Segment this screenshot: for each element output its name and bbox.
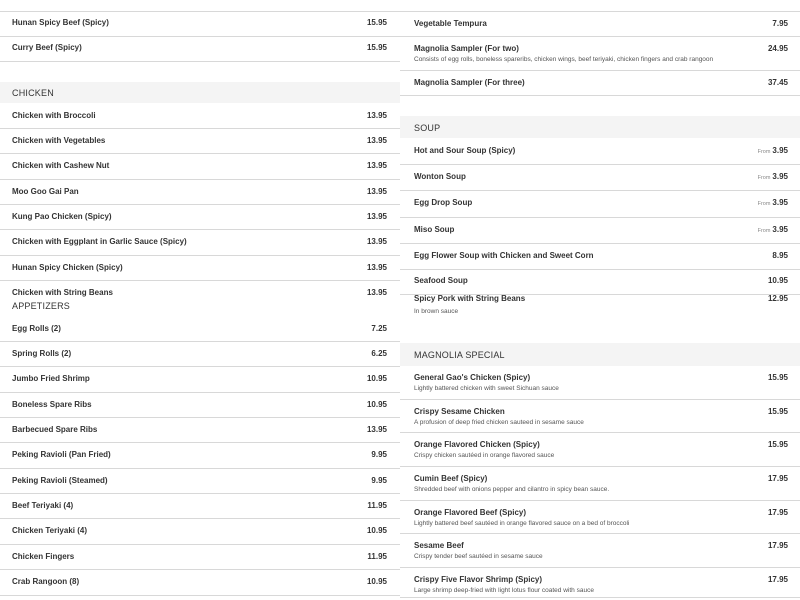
item-price: 10.95 bbox=[767, 276, 788, 285]
menu-item[interactable] bbox=[0, 342, 400, 367]
item-price: 9.95 bbox=[371, 476, 387, 485]
item-name: Magnolia Sampler (For three) bbox=[414, 78, 525, 87]
item-name: Magnolia Sampler (For two) bbox=[414, 44, 519, 53]
menu-item[interactable] bbox=[0, 519, 400, 545]
item-name: Chicken with String Beans bbox=[12, 288, 113, 297]
price-value: 3.95 bbox=[772, 198, 788, 207]
menu-item[interactable] bbox=[400, 568, 800, 598]
item-price: 12.95 bbox=[767, 294, 788, 303]
section-title: CHICKEN bbox=[12, 88, 54, 98]
item-price: 15.95 bbox=[767, 407, 788, 416]
section-title: SOUP bbox=[414, 123, 441, 133]
item-name: Hot and Sour Soup (Spicy) bbox=[414, 146, 516, 155]
item-name: Vegetable Tempura bbox=[414, 19, 487, 28]
item-price: 13.95 bbox=[366, 288, 387, 297]
item-name: Egg Flower Soup with Chicken and Sweet Corn bbox=[414, 251, 594, 260]
item-name: Jumbo Fried Shrimp bbox=[12, 374, 90, 383]
item-description: Large shrimp deep-fried with light lotus flour coated with sauce bbox=[414, 587, 594, 594]
item-price: 6.25 bbox=[371, 349, 387, 358]
menu-column-right bbox=[400, 0, 800, 600]
price-from-label: From bbox=[757, 201, 771, 207]
item-price: 24.95 bbox=[767, 44, 788, 53]
item-price: 10.95 bbox=[366, 374, 387, 383]
item-price: 13.95 bbox=[366, 111, 387, 120]
item-name: Barbecued Spare Ribs bbox=[12, 425, 98, 434]
menu-item[interactable] bbox=[0, 418, 400, 443]
price-from-label: From bbox=[757, 149, 771, 155]
menu-item[interactable] bbox=[400, 534, 800, 568]
menu-item[interactable] bbox=[0, 37, 400, 62]
menu-item[interactable] bbox=[400, 501, 800, 534]
menu-item[interactable] bbox=[0, 230, 400, 256]
menu-item[interactable] bbox=[400, 218, 800, 244]
item-price: 13.95 bbox=[366, 212, 387, 221]
item-price: 11.95 bbox=[367, 501, 387, 510]
item-name: Wonton Soup bbox=[414, 172, 466, 181]
item-price: 9.95 bbox=[371, 450, 387, 459]
menu-item[interactable] bbox=[0, 103, 400, 129]
item-price: 17.95 bbox=[767, 541, 788, 550]
item-price: 15.95 bbox=[767, 373, 788, 382]
item-name: Peking Ravioli (Pan Fried) bbox=[12, 450, 111, 459]
item-price bbox=[758, 172, 788, 181]
menu-item[interactable] bbox=[400, 12, 800, 37]
item-name: Chicken with Broccoli bbox=[12, 111, 96, 120]
menu-item[interactable] bbox=[0, 443, 400, 469]
item-price: 15.95 bbox=[366, 18, 387, 27]
item-name: Chicken with Vegetables bbox=[12, 136, 106, 145]
menu-item[interactable] bbox=[400, 191, 800, 218]
item-name: Egg Drop Soup bbox=[414, 198, 473, 207]
item-price: 17.95 bbox=[767, 474, 788, 483]
item-price: 15.95 bbox=[366, 43, 387, 52]
item-description: A profusion of deep fried chicken sauteed in sesame sauce bbox=[414, 419, 584, 426]
section-header-chicken bbox=[0, 82, 400, 103]
menu-item[interactable] bbox=[400, 71, 800, 96]
item-name: General Gao's Chicken (Spicy) bbox=[414, 373, 531, 382]
item-description: Lightly battered chicken with sweet Sichuan sauce bbox=[414, 385, 559, 392]
item-price bbox=[758, 225, 788, 234]
item-name: Cumin Beef (Spicy) bbox=[414, 474, 488, 483]
item-price bbox=[758, 146, 788, 155]
menu-item[interactable] bbox=[0, 570, 400, 596]
item-name: Beef Teriyaki (4) bbox=[12, 501, 74, 510]
menu-item[interactable] bbox=[0, 12, 400, 37]
item-description: Crispy chicken sautéed in orange flavored sauce bbox=[414, 452, 555, 459]
menu-item[interactable] bbox=[400, 244, 800, 270]
item-name: Curry Beef (Spicy) bbox=[12, 43, 82, 52]
menu-item[interactable] bbox=[400, 270, 800, 295]
item-name: Chicken with Eggplant in Garlic Sauce (Spicy) bbox=[12, 237, 187, 246]
price-from-label: From bbox=[757, 228, 771, 234]
section-title: MAGNOLIA SPECIAL bbox=[414, 350, 505, 360]
item-description: Consists of egg rolls, boneless spareribs, chicken wings, beef teriyaki, chicken fingers and crab rangoon bbox=[414, 56, 714, 63]
price-value: 3.95 bbox=[772, 172, 788, 181]
item-name: Crispy Five Flavor Shrimp (Spicy) bbox=[414, 575, 543, 584]
item-name: Seafood Soup bbox=[414, 276, 468, 285]
item-price: 7.25 bbox=[371, 324, 387, 333]
item-name: Peking Ravioli (Steamed) bbox=[12, 476, 108, 485]
item-price: 8.95 bbox=[772, 251, 788, 260]
item-price: 13.95 bbox=[366, 161, 387, 170]
menu-item[interactable] bbox=[400, 165, 800, 191]
item-name: Miso Soup bbox=[414, 225, 455, 234]
menu-item[interactable] bbox=[0, 316, 400, 342]
menu-item[interactable] bbox=[400, 138, 800, 165]
menu-item[interactable] bbox=[0, 154, 400, 180]
item-price: 11.95 bbox=[367, 552, 387, 561]
item-name: Spicy Pork with String Beans bbox=[414, 294, 526, 303]
item-price: 10.95 bbox=[366, 577, 387, 586]
menu-item[interactable] bbox=[0, 256, 400, 281]
menu-item[interactable] bbox=[0, 469, 400, 494]
item-name: Orange Flavored Chicken (Spicy) bbox=[414, 440, 540, 449]
menu-item[interactable] bbox=[400, 467, 800, 501]
item-price: 15.95 bbox=[767, 440, 788, 449]
item-name: Chicken with Cashew Nut bbox=[12, 161, 110, 170]
item-name: Sesame Beef bbox=[414, 541, 464, 550]
menu-item[interactable] bbox=[0, 494, 400, 519]
menu-item-partial[interactable] bbox=[0, 0, 400, 12]
menu-item[interactable] bbox=[400, 366, 800, 400]
item-price: 7.95 bbox=[772, 19, 788, 28]
item-price: 17.95 bbox=[767, 575, 788, 584]
menu-item[interactable] bbox=[0, 367, 400, 393]
item-price: 37.45 bbox=[767, 78, 788, 87]
menu-item[interactable] bbox=[0, 205, 400, 230]
menu-item[interactable] bbox=[0, 545, 400, 570]
price-from-label: From bbox=[757, 175, 771, 181]
menu-item-partial[interactable] bbox=[400, 0, 800, 12]
item-price: 13.95 bbox=[366, 263, 387, 272]
item-description: In brown sauce bbox=[414, 308, 459, 315]
item-price: 17.95 bbox=[767, 508, 788, 517]
section-header-magnolia-special bbox=[400, 343, 800, 366]
item-price: 13.95 bbox=[366, 187, 387, 196]
item-name: Chicken Teriyaki (4) bbox=[12, 526, 87, 535]
menu-item[interactable] bbox=[0, 180, 400, 205]
menu-item[interactable] bbox=[400, 37, 800, 71]
menu-item[interactable] bbox=[400, 433, 800, 467]
item-price: 13.95 bbox=[366, 237, 387, 246]
menu-item[interactable] bbox=[400, 295, 800, 321]
item-name: Chicken Fingers bbox=[12, 552, 75, 561]
section-header-soup bbox=[400, 116, 800, 138]
section-title: APPETIZERS bbox=[12, 301, 71, 311]
item-description: Shredded beef with onions pepper and cilantro in spicy bean sauce. bbox=[414, 486, 610, 493]
item-name: Crispy Sesame Chicken bbox=[414, 407, 505, 416]
item-name: Spring Rolls (2) bbox=[12, 349, 72, 358]
item-price: 10.95 bbox=[366, 526, 387, 535]
item-name: Orange Flavored Beef (Spicy) bbox=[414, 508, 527, 517]
menu-item[interactable] bbox=[0, 129, 400, 154]
item-name: Hunan Spicy Chicken (Spicy) bbox=[12, 263, 123, 272]
menu-item[interactable] bbox=[400, 400, 800, 433]
item-price: 10.95 bbox=[366, 400, 387, 409]
price-value: 3.95 bbox=[772, 146, 788, 155]
item-price: 13.95 bbox=[366, 425, 387, 434]
item-name: Boneless Spare Ribs bbox=[12, 400, 92, 409]
item-price: 13.95 bbox=[366, 136, 387, 145]
item-name: Egg Rolls (2) bbox=[12, 324, 61, 333]
item-name: Crab Rangoon (8) bbox=[12, 577, 80, 586]
price-value: 3.95 bbox=[772, 225, 788, 234]
item-price bbox=[758, 198, 788, 207]
menu-item[interactable] bbox=[0, 393, 400, 418]
item-description: Crispy tender beef sautéed in sesame sauce bbox=[414, 553, 543, 560]
section-header-appetizers bbox=[0, 298, 400, 316]
item-name: Moo Goo Gai Pan bbox=[12, 187, 79, 196]
item-name: Kung Pao Chicken (Spicy) bbox=[12, 212, 112, 221]
item-name: Hunan Spicy Beef (Spicy) bbox=[12, 18, 109, 27]
item-description: Lightly battered beef sautéed in orange flavored sauce on a bed of broccoli bbox=[414, 520, 630, 527]
